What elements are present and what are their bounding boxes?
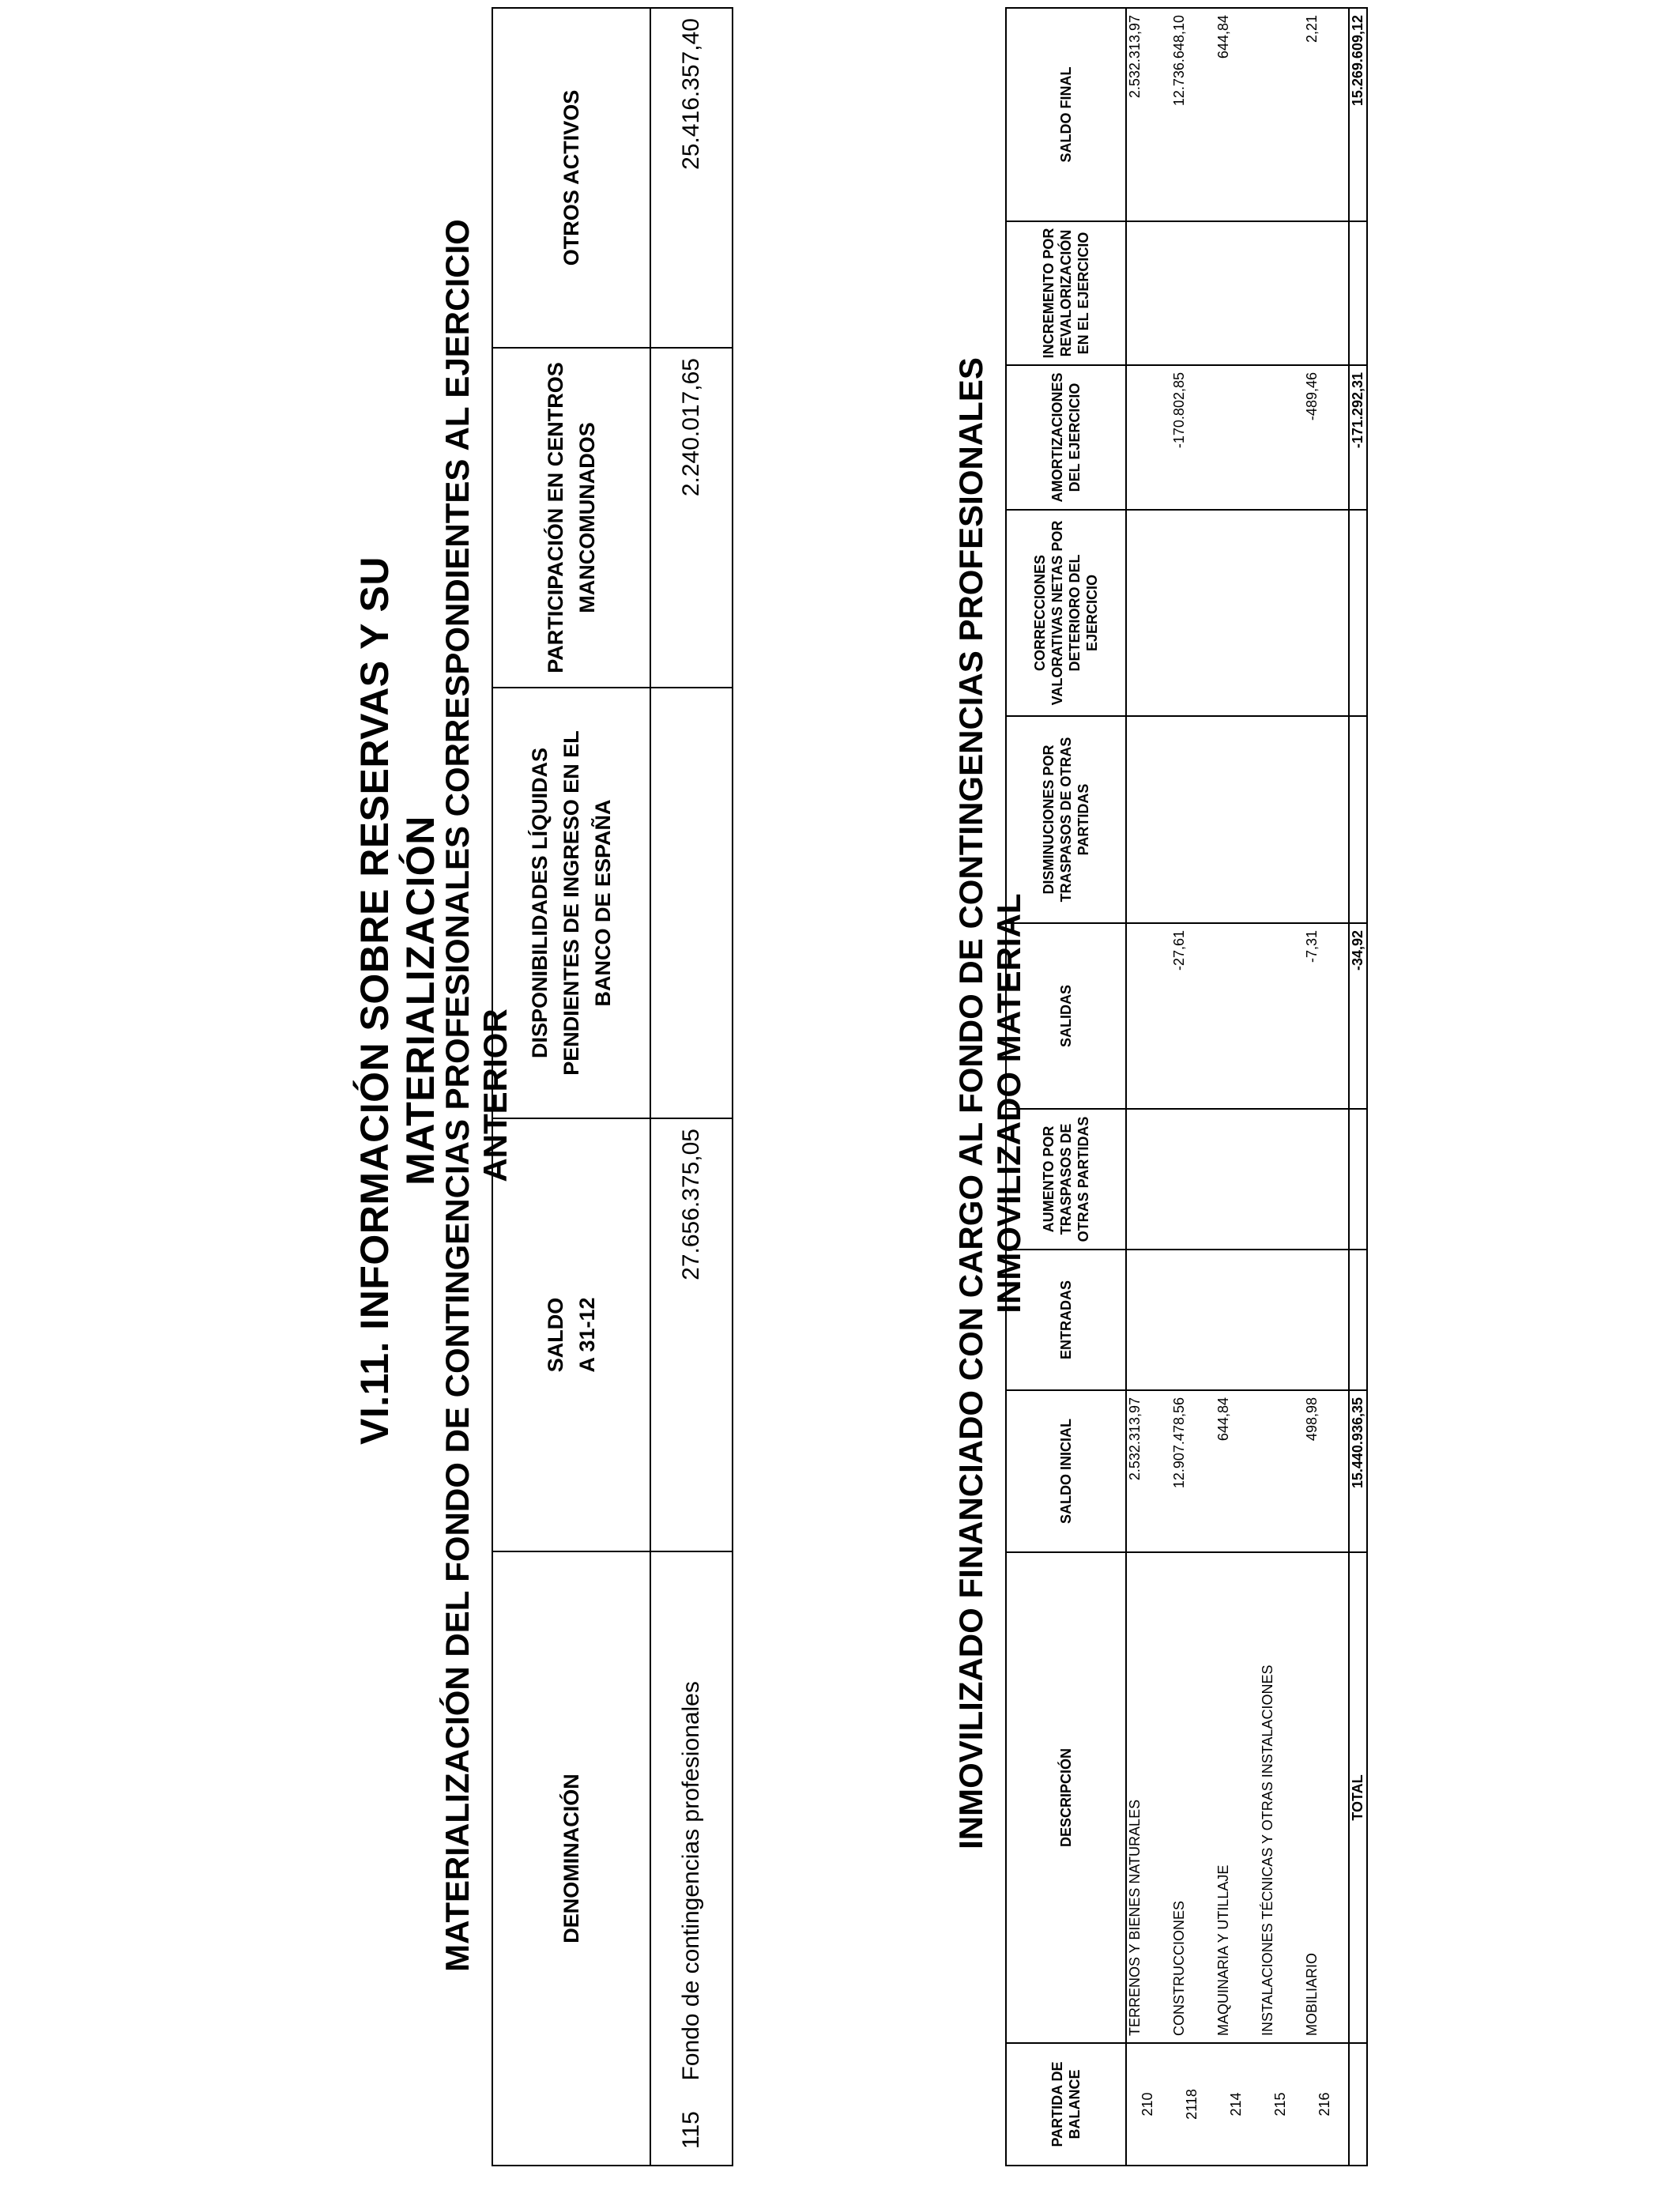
cell-descripcion: MAQUINARIA Y UTILLAJE — [1215, 1552, 1260, 2043]
table-row — [1260, 8, 1304, 2166]
total-saldo-final: 15.269.609,12 — [1349, 8, 1367, 221]
cell-correcciones — [1215, 510, 1260, 716]
cell-salidas — [1126, 923, 1171, 1109]
table-row — [650, 8, 733, 2166]
table-row — [1126, 8, 1171, 2166]
cell-entradas — [1171, 1250, 1215, 1390]
cell-entradas — [1260, 1250, 1304, 1390]
header-saldo-label: SALDO A 31-12 — [544, 1297, 599, 1373]
header-saldo-final: SALDO FINAL — [1006, 8, 1126, 221]
cell-amortizaciones: -489,46 — [1304, 365, 1349, 510]
cell-saldo-final: 2,21 — [1304, 8, 1349, 221]
cell-saldo-inicial: 12.907.478,56 — [1171, 1390, 1215, 1552]
header-disponibilidades: DISPONIBILIDADES LÍQUIDAS PENDIENTES DE INGRESO EN EL BANCO DE ESPAÑA — [492, 688, 650, 1118]
cell-entradas — [1304, 1250, 1349, 1390]
header-partida: PARTIDA DE BALANCE — [1006, 2043, 1126, 2166]
cell-saldo-final — [1260, 8, 1304, 221]
header-salidas: SALIDAS — [1006, 923, 1126, 1109]
table-row — [1215, 8, 1260, 2166]
cell-amortizaciones — [1260, 365, 1304, 510]
cell-correcciones — [1304, 510, 1349, 716]
cell-saldo-final: 2.532.313,97 — [1126, 8, 1171, 221]
cell-descripcion: MOBILIARIO — [1304, 1552, 1349, 2043]
header-entradas: ENTRADAS — [1006, 1250, 1126, 1390]
total-amortizaciones: -171.292,31 — [1349, 365, 1367, 510]
header-disminuciones: DISMINUCIONES POR TRASPASOS DE OTRAS PARTIDAS — [1006, 716, 1126, 923]
total-salidas: -34,92 — [1349, 923, 1367, 1109]
total-label: TOTAL — [1349, 1552, 1367, 2043]
cell-amortizaciones — [1215, 365, 1260, 510]
cell-aumento — [1171, 1109, 1215, 1250]
row-denominacion: Fondo de contingencias profesionales — [678, 1681, 704, 2081]
header-correcciones: CORRECCIONES VALORATIVAS NETAS POR DETERIORO DEL EJERCICIO — [1006, 510, 1126, 716]
total-correcciones — [1349, 510, 1367, 716]
cell-incremento — [1304, 221, 1349, 365]
total-saldo-inicial: 15.440.936,35 — [1349, 1390, 1367, 1552]
cell-partida: 214 — [1215, 2043, 1260, 2166]
table-header-row — [1006, 8, 1126, 2166]
cell-incremento — [1215, 221, 1260, 365]
cell-partida: 216 — [1304, 2043, 1349, 2166]
cell-participacion: 2.240.017,65 — [650, 348, 733, 688]
cell-correcciones — [1126, 510, 1171, 716]
cell-disminuciones — [1304, 716, 1349, 923]
cell-descripcion: TERRENOS Y BIENES NATURALES — [1126, 1552, 1171, 2043]
cell-otros-activos: 25.416.357,40 — [650, 8, 733, 348]
cell-disminuciones — [1215, 716, 1260, 923]
cell-aumento — [1215, 1109, 1260, 1250]
total-entradas — [1349, 1250, 1367, 1390]
header-descripcion: DESCRIPCIÓN — [1006, 1552, 1126, 2043]
total-disminuciones — [1349, 716, 1367, 923]
cell-incremento — [1260, 221, 1304, 365]
total-partida — [1349, 2043, 1367, 2166]
total-aumento — [1349, 1109, 1367, 1250]
header-denominacion: DENOMINACIÓN — [492, 1551, 650, 2166]
page-title: VI.11. INFORMACIÓN SOBRE RESERVAS Y SU MATERIALIZACIÓN — [352, 556, 443, 1445]
cell-saldo-inicial: 498,98 — [1304, 1390, 1349, 1552]
cell-denominacion — [650, 1551, 733, 2166]
cell-partida: 2118 — [1171, 2043, 1215, 2166]
inmovilizado-material-table — [1005, 7, 1368, 2166]
header-saldo-inicial: SALDO INICIAL — [1006, 1390, 1126, 1552]
cell-saldo: 27.656.375,05 — [650, 1118, 733, 1551]
cell-salidas — [1215, 923, 1260, 1109]
cell-descripcion: CONSTRUCCIONES — [1171, 1552, 1215, 2043]
section2-title: INMOVILIZADO FINANCIADO CON CARGO AL FONDO DE CONTINGENCIAS PROFESIONALES INMOVILIZADO MATERIAL — [952, 357, 1027, 1849]
header-incremento: INCREMENTO POR REVALORIZACIÓN EN EL EJERCICIO — [1006, 221, 1126, 365]
cell-amortizaciones — [1126, 365, 1171, 510]
cell-salidas: -7,31 — [1304, 923, 1349, 1109]
cell-salidas — [1260, 923, 1304, 1109]
cell-aumento — [1260, 1109, 1304, 1250]
cell-saldo-final: 12.736.648,10 — [1171, 8, 1215, 221]
table-row — [1304, 8, 1349, 2166]
cell-partida: 215 — [1260, 2043, 1304, 2166]
cell-correcciones — [1171, 510, 1215, 716]
cell-entradas — [1126, 1250, 1171, 1390]
row-code: 115 — [678, 2111, 704, 2149]
fondo-materializacion-table — [492, 7, 733, 2166]
cell-entradas — [1215, 1250, 1260, 1390]
table-header-row — [492, 8, 650, 2166]
header-aumento: AUMENTO POR TRASPASOS DE OTRAS PARTIDAS — [1006, 1109, 1126, 1250]
cell-disponibilidades — [650, 688, 733, 1118]
cell-partida: 210 — [1126, 2043, 1171, 2166]
header-amortizaciones: AMORTIZACIONES DEL EJERCICIO — [1006, 365, 1126, 510]
total-row — [1349, 8, 1367, 2166]
cell-salidas: -27,61 — [1171, 923, 1215, 1109]
cell-saldo-final: 644,84 — [1215, 8, 1260, 221]
header-otros-activos: OTROS ACTIVOS — [492, 8, 650, 348]
table-row — [1171, 8, 1215, 2166]
cell-saldo-inicial: 644,84 — [1215, 1390, 1260, 1552]
cell-aumento — [1126, 1109, 1171, 1250]
cell-correcciones — [1260, 510, 1304, 716]
cell-amortizaciones: -170.802,85 — [1171, 365, 1215, 510]
total-incremento — [1349, 221, 1367, 365]
header-participacion: PARTICIPACIÓN EN CENTROS MANCOMUNADOS — [492, 348, 650, 688]
cell-incremento — [1126, 221, 1171, 365]
cell-aumento — [1304, 1109, 1349, 1250]
cell-saldo-inicial — [1260, 1390, 1304, 1552]
cell-incremento — [1171, 221, 1215, 365]
cell-disminuciones — [1260, 716, 1304, 923]
header-saldo — [492, 1118, 650, 1551]
cell-disminuciones — [1126, 716, 1171, 923]
cell-saldo-inicial: 2.532.313,97 — [1126, 1390, 1171, 1552]
cell-descripcion: INSTALACIONES TÉCNICAS Y OTRAS INSTALACIONES — [1260, 1552, 1304, 2043]
section1-title: MATERIALIZACIÓN DEL FONDO DE CONTINGENCIAS PROFESIONALES CORRESPONDIENTES AL EJERCICIO ANTERIOR — [439, 219, 514, 1972]
cell-disminuciones — [1171, 716, 1215, 923]
